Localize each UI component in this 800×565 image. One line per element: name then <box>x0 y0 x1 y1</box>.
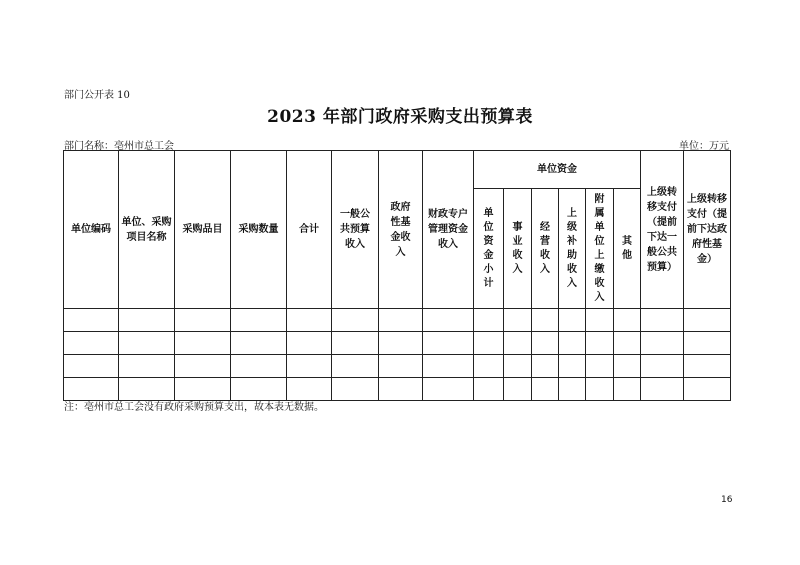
table-cell <box>231 355 287 378</box>
table-cell <box>64 332 119 355</box>
col-header-general-budget: 一般公共预算收入 <box>332 151 379 309</box>
col-header-purchase-qty: 采购数量 <box>231 151 287 309</box>
unit-label: 单位：万元 <box>679 141 729 152</box>
department-name: 部门名称：亳州市总工会 <box>64 141 174 152</box>
table-cell <box>379 378 423 401</box>
col-header-affiliated-income: 附属单位上缴收入 <box>586 189 614 309</box>
table-cell <box>559 332 586 355</box>
table-cell <box>684 378 731 401</box>
table-row <box>64 332 731 355</box>
table-cell <box>504 309 532 332</box>
table-cell <box>559 355 586 378</box>
table-cell <box>119 355 175 378</box>
table-cell <box>614 309 641 332</box>
col-header-unit-funds: 单位资金 <box>474 151 641 189</box>
table-cell <box>474 355 504 378</box>
table-cell <box>684 309 731 332</box>
col-header-unit-subtotal: 单位资金小计 <box>474 189 504 309</box>
table-cell <box>423 378 474 401</box>
table-cell <box>684 332 731 355</box>
table-cell <box>504 332 532 355</box>
table-cell <box>504 378 532 401</box>
footnote: 注：亳州市总工会没有政府采购预算支出，故本表无数据。 <box>64 402 324 413</box>
table-cell <box>287 309 332 332</box>
col-header-fiscal-special: 财政专户管理资金收入 <box>423 151 474 309</box>
col-header-business-income: 事业收入 <box>504 189 532 309</box>
table-cell <box>532 355 559 378</box>
table-cell <box>332 309 379 332</box>
col-header-transfer-fund: 上级转移支付（提前下达政府性基金） <box>684 151 731 309</box>
procurement-budget-table <box>63 150 731 401</box>
table-cell <box>586 378 614 401</box>
table-cell <box>532 309 559 332</box>
table-cell <box>614 332 641 355</box>
table-body <box>64 309 731 401</box>
page-number: 16 <box>721 495 733 505</box>
col-header-operating-income: 经营收入 <box>532 189 559 309</box>
table-cell <box>641 355 684 378</box>
table-cell <box>287 355 332 378</box>
table-cell <box>379 309 423 332</box>
table-cell <box>379 355 423 378</box>
document-title: 2023 年部门政府采购支出预算表 <box>267 107 533 127</box>
table-cell <box>641 332 684 355</box>
table-row <box>64 309 731 332</box>
col-header-other: 其他 <box>614 189 641 309</box>
table-cell <box>64 309 119 332</box>
table-cell <box>614 355 641 378</box>
table-cell <box>423 332 474 355</box>
table-cell <box>332 332 379 355</box>
table-cell <box>332 355 379 378</box>
table-cell <box>614 378 641 401</box>
table-cell <box>586 309 614 332</box>
col-header-gov-fund: 政府性基金收入 <box>379 151 423 309</box>
table-cell <box>474 378 504 401</box>
table-cell <box>504 355 532 378</box>
table-cell <box>532 378 559 401</box>
table-cell <box>474 309 504 332</box>
header-row-1 <box>64 151 731 189</box>
col-header-transfer-general: 上级转移支付（提前下达一般公共预算） <box>641 151 684 309</box>
table-number: 部门公开表 10 <box>64 90 130 101</box>
table-cell <box>332 378 379 401</box>
table-cell <box>175 309 231 332</box>
col-header-unit-project: 单位、采购项目名称 <box>119 151 175 309</box>
table-cell <box>641 378 684 401</box>
table-cell <box>474 332 504 355</box>
table-row <box>64 355 731 378</box>
col-header-superior-subsidy: 上级补助收入 <box>559 189 586 309</box>
table-cell <box>119 332 175 355</box>
table-cell <box>586 332 614 355</box>
col-header-total: 合计 <box>287 151 332 309</box>
table-cell <box>423 309 474 332</box>
table-cell <box>64 355 119 378</box>
table-cell <box>175 332 231 355</box>
col-header-purchase-item: 采购品目 <box>175 151 231 309</box>
table-cell <box>231 332 287 355</box>
table-cell <box>175 355 231 378</box>
table-cell <box>231 309 287 332</box>
col-header-unit-code: 单位编码 <box>64 151 119 309</box>
table-cell <box>423 355 474 378</box>
table-cell <box>559 378 586 401</box>
table-cell <box>287 332 332 355</box>
table-cell <box>684 355 731 378</box>
table-cell <box>559 309 586 332</box>
table-cell <box>641 309 684 332</box>
table-cell <box>119 309 175 332</box>
table-cell <box>586 355 614 378</box>
table-cell <box>532 332 559 355</box>
table-cell <box>379 332 423 355</box>
